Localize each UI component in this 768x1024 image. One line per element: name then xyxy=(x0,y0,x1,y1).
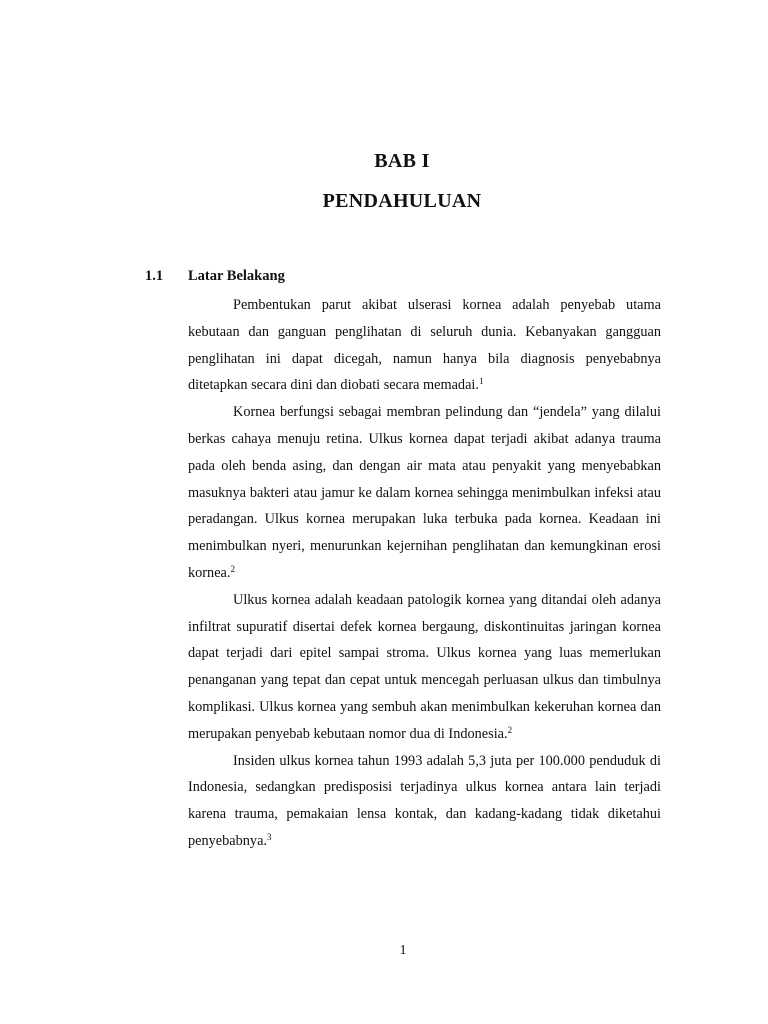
page-number: 1 xyxy=(399,943,407,958)
paragraph-text: Pembentukan parut akibat ulserasi kornea adalah penyebab utama kebutaan dan ganguan penglihatan di seluruh dunia. Kebanyakan gangguan penglihatan ini dapat dicegah, namun hanya bila diagnosis penyebabnya ditetapkan secara dini dan diobati secara memadai. xyxy=(188,297,661,394)
citation-ref: 2 xyxy=(507,724,513,735)
citation-ref: 1 xyxy=(478,376,484,387)
body-text xyxy=(188,292,661,855)
paragraph-text: Kornea berfungsi sebagai membran pelindung dan “jendela” yang dilalui berkas cahaya menuju retina. Ulkus kornea dapat terjadi akibat adanya trauma pada oleh benda asing, dan dengan air mata atau penyakit yang menyebabkan masuknya bakteri atau jamur ke dalam kornea sehingga menimbulkan infeksi atau peradangan. Ulkus kornea merupakan luka terbuka pada kornea. Keadaan ini menimbulkan nyeri, menurunkan kejernihan penglihatan dan kemungkinan erosi kornea. xyxy=(188,404,661,581)
paragraph-text: Ulkus kornea adalah keadaan patologik kornea yang ditandai oleh adanya infiltrat supuratif disertai defek kornea bergaung, diskontinuitas jaringan kornea dapat terjadi dari epitel sampai stroma. Ulkus kornea yang luas memerlukan penanganan yang tepat dan cepat untuk mencegah perluasan ulkus dan timbulnya komplikasi. Ulkus kornea yang sembuh akan menimbulkan kekeruhan kornea dan merupakan penyebab kebutaan nomor dua di Indonesia. xyxy=(188,591,661,742)
paragraph-3 xyxy=(188,587,661,748)
chapter-number: BAB I xyxy=(374,150,430,172)
paragraph-1 xyxy=(188,292,661,399)
paragraph-2 xyxy=(188,399,661,587)
paragraph-text: Insiden ulkus kornea tahun 1993 adalah 5,3 juta per 100.000 penduduk di Indonesia, sedangkan predisposisi terjadinya ulkus kornea antara lain terjadi karena trauma, pemakaian lensa kontak, dan kadang-kadang tidak diketahui penyebabnya. xyxy=(188,752,661,849)
paragraph-4 xyxy=(188,748,661,855)
section-title: Latar Belakang xyxy=(188,268,285,284)
section-number: 1.1 xyxy=(145,268,164,284)
citation-ref: 2 xyxy=(230,563,235,574)
citation-ref: 3 xyxy=(267,831,272,842)
chapter-title: PENDAHULUAN xyxy=(322,190,482,212)
